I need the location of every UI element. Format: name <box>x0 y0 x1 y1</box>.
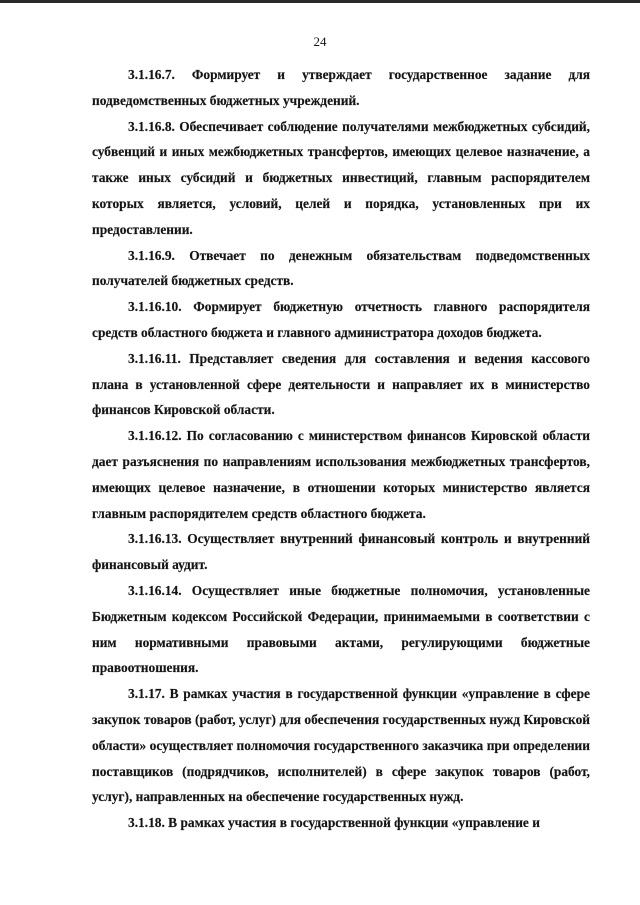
scan-edge-line <box>0 0 640 3</box>
paragraph-3-1-16-9: 3.1.16.9. Отвечает по денежным обязательствам подведомственных получателей бюджетных средств. <box>92 247 590 289</box>
paragraph-3-1-17: 3.1.17. В рамках участия в государственной функции «управление в сфере закупок товаров (работ, услуг) для обеспечения государственных нужд Кировской области» осуществляет полномочия государственного заказчика при определении поставщиков (подрядчиков, исполнителей) в сфере закупок товаров (работ, услуг), направленных на обеспечение государственных нужд. <box>92 686 590 805</box>
paragraph-3-1-16-11: 3.1.16.11. Представляет сведения для составления и ведения кассового плана в установленной сфере деятельности и направляет их в министерство финансов Кировской области. <box>92 350 590 418</box>
paragraph-3-1-16-14: 3.1.16.14. Осуществляет иные бюджетные полномочия, установленные Бюджетным кодексом Российской Федерации, принимаемыми в соответствии с ним нормативными правовыми актами, регулирующими бюджетные правоотношения. <box>92 582 590 676</box>
paragraph-3-1-16-12: 3.1.16.12. По согласованию с министерством финансов Кировской области дает разъяснения по направлениям использования межбюджетных трансфертов, имеющих целевое назначение, в отношении которых министерство является главным распорядителем средств областного бюджета. <box>92 428 590 521</box>
paragraph-3-1-16-13: 3.1.16.13. Осуществляет внутренний финансовый контроль и внутренний финансовый аудит. <box>92 531 590 573</box>
paragraph-3-1-16-8: 3.1.16.8. Обеспечивает соблюдение получателями межбюджетных субсидий, субвенций и иных межбюджетных трансфертов, имеющих целевое назначение, а также иных субсидий и бюджетных инвестиций, главным распорядителем которых является, условий, целей и порядка, установленных при их предоставлении. <box>92 118 590 237</box>
paragraph-3-1-16-10: 3.1.16.10. Формирует бюджетную отчетность главного распорядителя средств областного бюджета и главного администратора доходов бюджета. <box>92 299 590 340</box>
document-body <box>92 62 590 836</box>
paragraph-3-1-18: 3.1.18. В рамках участия в государственной функции «управление и <box>128 815 540 831</box>
page-number: 24 <box>313 34 327 49</box>
paragraph-3-1-16-7: 3.1.16.7. Формирует и утверждает государственное задание для подведомственных бюджетных учреждений. <box>92 67 590 108</box>
